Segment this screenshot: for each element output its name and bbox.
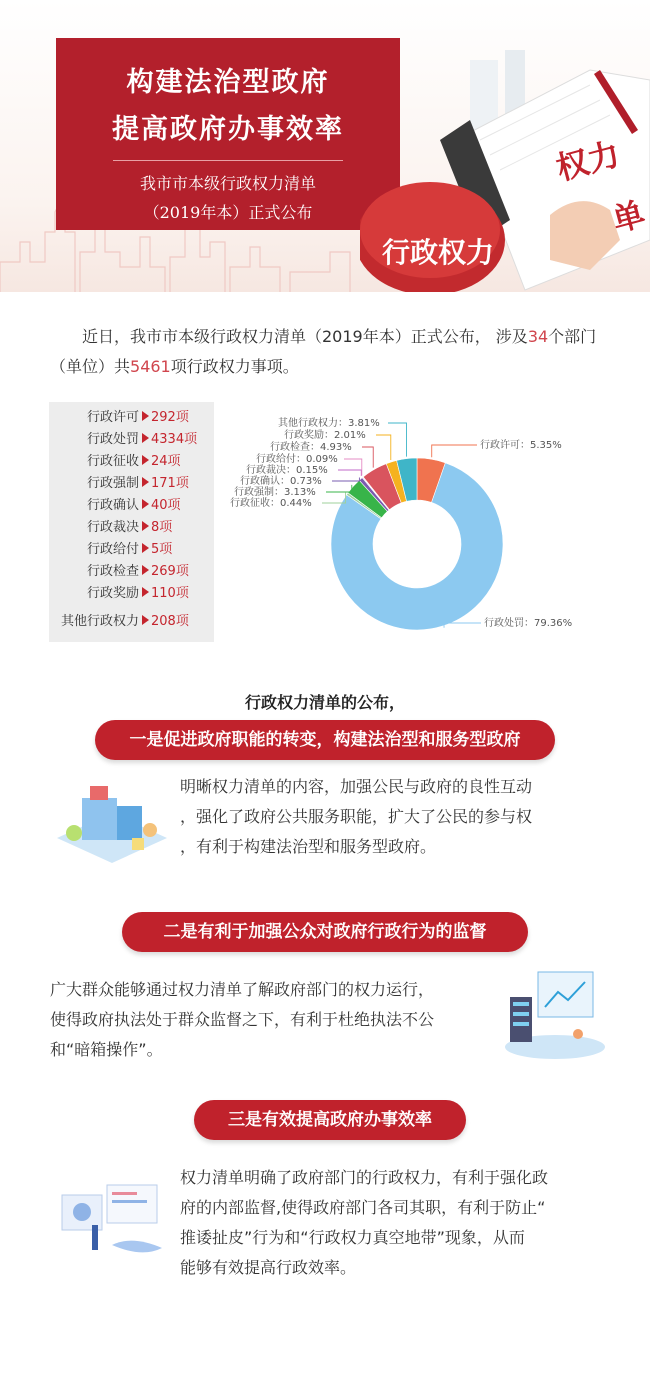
category-value: 4334项 [151, 432, 198, 447]
section-2-line-2: 使得政府执法处于群众监督之下，有利于杜绝执法不公 [50, 1010, 435, 1029]
monitoring-screen-illustration [500, 962, 610, 1062]
section-3-line-2: 府的内部监督,使得政府部门各司其职，有利于防止“ [180, 1198, 546, 1217]
category-row [49, 612, 214, 632]
section-heading: 行政权力清单的公布， [244, 693, 405, 712]
section-1-text [180, 772, 620, 862]
slice-label: 行政裁决：0.15% [246, 465, 328, 476]
category-row [49, 474, 214, 494]
triangle-right-icon [142, 455, 149, 465]
slice-label: 其他行政权力：3.81% [278, 418, 380, 429]
category-row [49, 408, 214, 428]
title-box [56, 38, 400, 230]
category-label: 行政给付 [86, 542, 139, 557]
category-row [49, 562, 214, 582]
stamp-text: 行政权力 [382, 236, 495, 269]
triangle-right-icon [142, 411, 149, 421]
category-value: 5项 [151, 542, 173, 557]
section-3-line-3: 推诿扯皮”行为和“行政权力真空地带”现象，从而 [180, 1228, 525, 1247]
triangle-right-icon [142, 615, 149, 625]
donut-chart [222, 404, 642, 644]
category-list [49, 402, 214, 642]
header-banner [0, 0, 650, 292]
category-value: 269项 [151, 564, 189, 579]
category-label: 行政奖励 [86, 586, 139, 601]
leader-line [338, 470, 361, 476]
category-label: 行政处罚 [86, 432, 139, 447]
slice-label: 行政处罚：79.36% [484, 618, 573, 629]
leader-line [344, 459, 362, 475]
triangle-right-icon [142, 521, 149, 531]
data-dashboard-illustration [52, 1180, 172, 1265]
category-row [49, 584, 214, 604]
leader-line [362, 447, 373, 468]
leader-line [376, 435, 391, 460]
category-value: 171项 [151, 476, 189, 491]
department-count: 34 [527, 327, 549, 346]
section-1-pill: 一是促进政府职能的转变，构建法治型和服务型政府 [95, 720, 555, 760]
leader-line [432, 445, 477, 457]
main-title-line-1: 构建法治型政府 [126, 67, 330, 98]
leader-line [326, 485, 352, 492]
category-value: 8项 [151, 520, 173, 535]
stamp-and-scroll-illustration [360, 40, 650, 292]
category-row [49, 518, 214, 538]
category-label: 行政许可 [86, 410, 139, 425]
subtitle-line-1: 我市市本级行政权力清单 [139, 174, 316, 193]
subtitle-line-2: （2019年本）正式公布 [143, 203, 313, 222]
slice-label: 行政奖励：2.01% [284, 430, 366, 441]
slice-label: 行政许可：5.35% [480, 440, 562, 451]
intro-text-part-2: 个部门（单位）共 [50, 327, 597, 376]
section-2-pill: 二是有利于加强公众对政府行政行为的监督 [122, 912, 528, 952]
item-count: 5461 [130, 357, 171, 376]
slice-label: 行政强制：3.13% [234, 487, 316, 498]
intro-text-part-1: 近日，我市市本级行政权力清单（2019年本）正式公布， 涉及 [82, 327, 528, 346]
category-label: 行政检查 [86, 564, 139, 579]
category-label: 其他行政权力 [60, 614, 139, 629]
triangle-right-icon [142, 433, 149, 443]
intro-text-part-3: 项行政权力事项。 [170, 357, 299, 376]
slice-label: 行政确认：0.73% [240, 476, 322, 487]
category-value: 208项 [151, 614, 189, 629]
category-value: 40项 [151, 498, 181, 513]
title-divider [113, 160, 343, 161]
section-1-line-1: 明晰权力清单的内容，加强公民与政府的良性互动 [180, 777, 533, 796]
category-value: 292项 [151, 410, 189, 425]
section-2-line-3: 和“暗箱操作”。 [50, 1040, 163, 1059]
section-3-text [180, 1163, 620, 1283]
triangle-right-icon [142, 543, 149, 553]
leader-line [332, 477, 359, 481]
category-value: 110项 [151, 586, 189, 601]
triangle-right-icon [142, 499, 149, 509]
section-3-line-4: 能够有效提高行政效率。 [180, 1258, 357, 1277]
section-3-pill: 三是有效提高政府办事效率 [194, 1100, 466, 1140]
category-label: 行政强制 [86, 476, 139, 491]
category-row [49, 430, 214, 450]
category-row [49, 452, 214, 472]
category-label: 行政裁决 [86, 520, 139, 535]
category-row [49, 496, 214, 516]
slice-label: 行政检查：4.93% [270, 442, 352, 453]
section-2-line-1: 广大群众能够通过权力清单了解政府部门的权力运行， [50, 980, 435, 999]
triangle-right-icon [142, 477, 149, 487]
triangle-right-icon [142, 587, 149, 597]
section-2-text [50, 975, 500, 1065]
section-3-line-1: 权力清单明确了政府部门的行政权力，有利于强化政 [180, 1168, 549, 1187]
intro-paragraph [50, 322, 602, 382]
section-1-line-2: ，强化了政府公共服务职能，扩大了公民的参与权 [180, 807, 533, 826]
category-row [49, 540, 214, 560]
category-label: 行政征收 [86, 454, 139, 469]
government-building-illustration [52, 778, 172, 868]
slice-label: 行政给付：0.09% [256, 454, 338, 465]
section-1-line-3: ，有利于构建法治型和服务型政府。 [180, 837, 437, 856]
category-value: 24项 [151, 454, 181, 469]
category-label: 行政确认 [86, 498, 139, 513]
triangle-right-icon [142, 565, 149, 575]
main-title-line-2: 提高政府办事效率 [112, 114, 344, 145]
slice-label: 行政征收：0.44% [230, 498, 312, 509]
scroll-text-1: 权力 [552, 134, 624, 188]
